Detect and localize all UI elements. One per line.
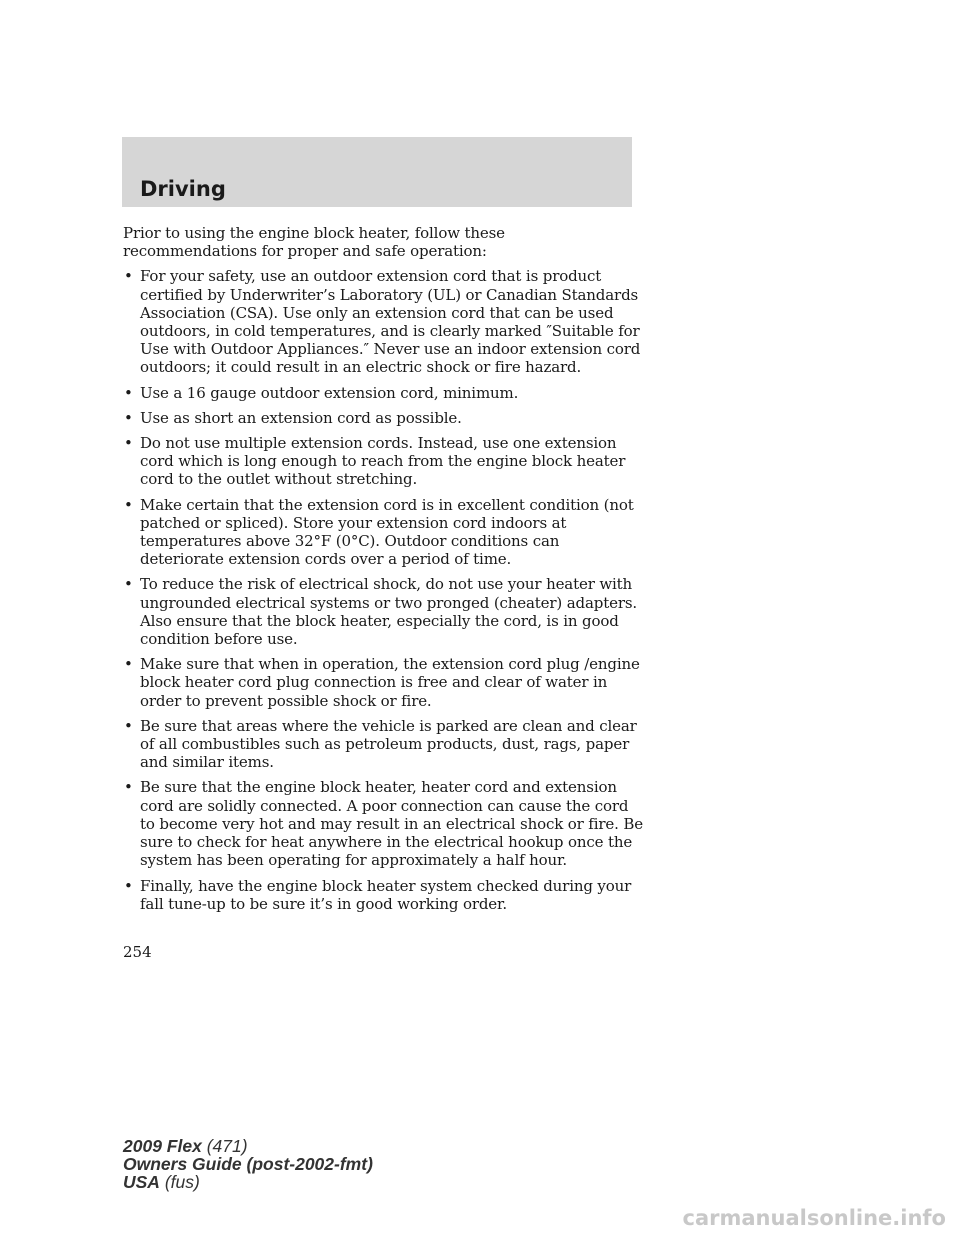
footer-model: 2009 Flex xyxy=(123,1136,202,1156)
list-item-text: Finally, have the engine block heater system checked during your fall tune-up to be sure it’s in good working order. xyxy=(140,876,632,913)
intro-paragraph: Prior to using the engine block heater, follow these recommendations for proper and safe operation: xyxy=(123,224,505,261)
list-item-text: Make certain that the extension cord is in excellent condition (not patched or spliced). Store your extension cord indoors at temperatures above 32°F (0°C). Outdoor conditions can deteriorate extension cords over a period of time. xyxy=(140,495,634,569)
footer-market-line xyxy=(123,1173,373,1191)
list-item xyxy=(123,778,643,869)
footer-guide-line xyxy=(123,1155,373,1173)
recommendations-list xyxy=(123,267,643,913)
footer-market: USA xyxy=(123,1172,160,1192)
list-item xyxy=(123,409,643,427)
page-number: 254 xyxy=(123,943,152,961)
list-item-text: Use as short an extension cord as possible. xyxy=(140,408,462,427)
bullet-icon: • xyxy=(124,716,133,735)
list-item xyxy=(123,267,643,376)
list-item-text: Do not use multiple extension cords. Instead, use one extension cord which is long enough to reach from the engine block heater cord to the outlet without stretching. xyxy=(140,434,626,489)
list-item xyxy=(123,877,643,913)
list-item-text: Be sure that areas where the vehicle is parked are clean and clear of all combustibles such as petroleum products, dust, rags, paper and similar items. xyxy=(140,716,637,772)
section-title: Driving xyxy=(140,177,226,201)
footer-model-line xyxy=(123,1137,373,1155)
list-item-text: To reduce the risk of electrical shock, do not use your heater with ungrounded electrical systems or two pronged (cheater) adapters. Also ensure that the block heater, especially the cord, is in good condition before use. xyxy=(140,575,638,649)
list-item-text: Be sure that the engine block heater, heater cord and extension cord are solidly connected. A poor connection can cause the cord to become very hot and may result in an electrical shock or fire. Be sure to check for heat anywhere in the electrical hookup once the system has been operating for approximately a half hour. xyxy=(140,778,643,870)
bullet-icon: • xyxy=(124,575,133,594)
footer-model-code: (471) xyxy=(206,1136,248,1156)
bullet-icon: • xyxy=(124,434,133,453)
bullet-icon: • xyxy=(124,267,133,286)
list-item-text: Make sure that when in operation, the extension cord plug /engine block heater cord plug connection is free and clear of water in order to prevent possible shock or fire. xyxy=(140,655,640,710)
list-item xyxy=(123,384,643,402)
page-content xyxy=(123,224,643,920)
list-item-text: For your safety, use an outdoor extension cord that is product certified by Underwriter’s Laboratory (UL) or Canadian Standards Association (CSA). Use only an extension cord that can be used outdoors, in cold temperatures, and is clearly marked ″Suitable for Use with Outdoor Appliances.″ Never use an indoor extension cord outdoors; it could result in an electric shock or fire hazard. xyxy=(140,267,641,377)
bullet-icon: • xyxy=(124,495,133,514)
list-item xyxy=(123,575,643,648)
bullet-icon: • xyxy=(124,383,133,402)
list-item xyxy=(123,717,643,772)
bullet-icon: • xyxy=(124,876,133,895)
footer-guide-type: Owners Guide (post-2002-fmt) xyxy=(123,1154,373,1174)
list-item xyxy=(123,496,643,569)
bullet-icon: • xyxy=(124,408,133,427)
footer-market-code: (fus) xyxy=(164,1172,200,1192)
watermark-text: carmanualsonline.info xyxy=(682,1206,946,1230)
list-item xyxy=(123,434,643,489)
list-item-text: Use a 16 gauge outdoor extension cord, minimum. xyxy=(140,383,519,402)
document-footer xyxy=(123,1137,373,1191)
bullet-icon: • xyxy=(124,655,133,674)
list-item xyxy=(123,655,643,710)
bullet-icon: • xyxy=(124,778,133,797)
